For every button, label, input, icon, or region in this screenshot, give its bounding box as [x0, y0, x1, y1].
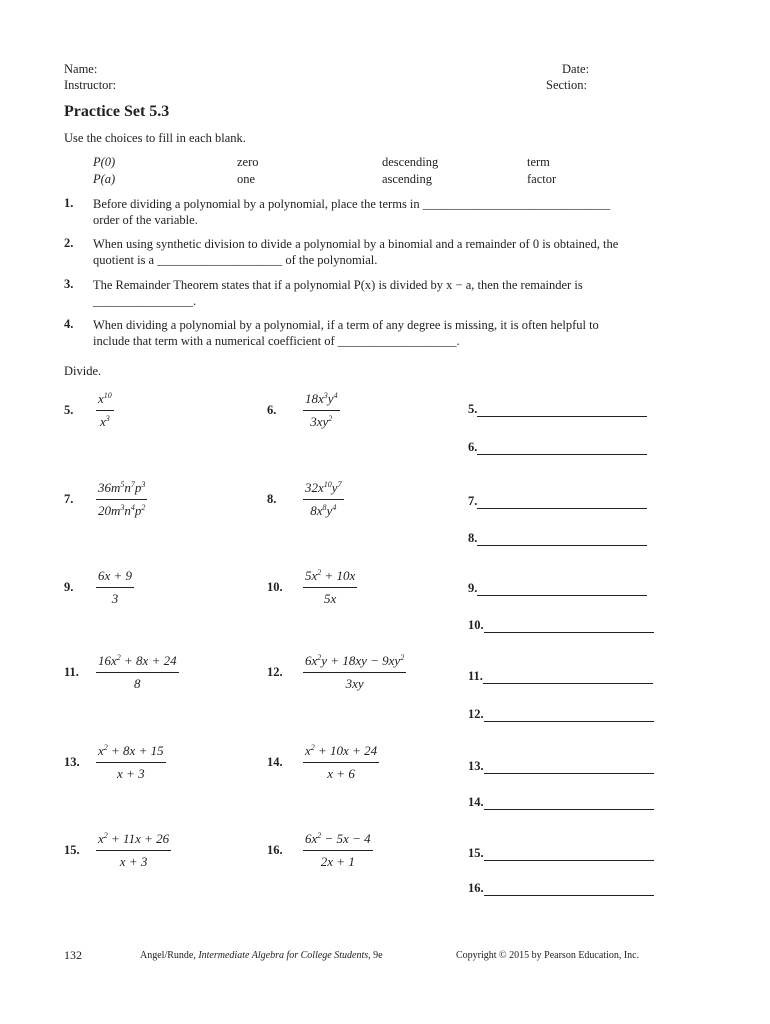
- problem-number: 5.: [64, 403, 74, 417]
- problem-fraction: [303, 480, 344, 519]
- numerator: $6x^2 - 5x - 4$: [303, 831, 373, 851]
- choice-p0: P(0): [93, 155, 116, 169]
- answer-line[interactable]: [477, 496, 647, 509]
- question-text: Before dividing a polynomial by a polynomial, place the terms in ______________________________: [93, 197, 611, 211]
- denominator: $x^3$: [100, 414, 110, 429]
- answer-blank[interactable]: [468, 707, 654, 722]
- problem-number: 8.: [267, 492, 277, 506]
- date-label: Date:: [562, 62, 590, 76]
- numerator: $x^{10}$: [96, 391, 114, 411]
- answer-blank[interactable]: [468, 881, 654, 896]
- problem-fraction: [303, 653, 406, 692]
- answer-label: 11.: [468, 669, 483, 683]
- question-text: include that term with a numerical coefficient of ___________________.: [93, 334, 460, 348]
- answer-blank[interactable]: [468, 618, 654, 633]
- problem-number: 9.: [64, 580, 74, 594]
- answer-label: 8.: [468, 531, 478, 545]
- choice-term: term: [527, 155, 550, 169]
- answer-line[interactable]: [483, 671, 653, 684]
- choice-factor: factor: [527, 172, 557, 186]
- denominator: $3xy^2$: [310, 414, 333, 429]
- answer-line[interactable]: [484, 797, 654, 810]
- numerator: $6x^2y + 18xy - 9xy^2$: [303, 653, 406, 673]
- answer-label: 10.: [468, 618, 484, 632]
- denominator: $8x^8y^4$: [310, 503, 337, 518]
- question-number: 1.: [64, 196, 74, 210]
- question-number: 3.: [64, 277, 74, 291]
- numerator: $5x^2 + 10x$: [303, 568, 357, 588]
- divide-label: Divide.: [64, 364, 102, 378]
- problem-number: 14.: [267, 755, 283, 769]
- answer-blank[interactable]: [468, 581, 647, 596]
- answer-line[interactable]: [484, 709, 654, 722]
- denominator: x + 3: [119, 854, 148, 869]
- book-citation: [140, 950, 383, 961]
- denominator: 2x + 1: [320, 854, 355, 869]
- answer-line[interactable]: [477, 533, 647, 546]
- denominator: 8: [134, 676, 141, 691]
- choice-descending: descending: [382, 155, 439, 169]
- denominator: x + 6: [327, 766, 355, 781]
- denominator: x + 3: [117, 766, 145, 781]
- question-text: When using synthetic division to divide a polynomial by a binomial and a remainder of 0 is obtained, the: [93, 237, 619, 251]
- question-number: 4.: [64, 317, 74, 331]
- choice-pa: P(a): [93, 172, 116, 186]
- choice-ascending: ascending: [382, 172, 432, 186]
- problem-number: 15.: [64, 843, 80, 857]
- section-label: Section:: [546, 78, 587, 92]
- copyright: Copyright © 2015 by Pearson Education, Inc.: [456, 950, 640, 961]
- answer-blank[interactable]: [468, 669, 653, 684]
- answer-line[interactable]: [484, 620, 654, 633]
- answer-line[interactable]: [477, 583, 647, 596]
- problem-number: 12.: [267, 665, 283, 679]
- problem-fraction: [96, 480, 147, 519]
- answer-blank[interactable]: [468, 531, 647, 546]
- answer-label: 16.: [468, 881, 484, 895]
- numerator: $32x^{10}y^7$: [303, 480, 344, 500]
- answer-label: 12.: [468, 707, 484, 721]
- problem-fraction: [303, 831, 373, 870]
- name-label: Name:: [64, 62, 98, 76]
- problem-fraction: [303, 743, 379, 782]
- question-text: The Remainder Theorem states that if a polynomial P(x) is divided by x − a, then the remainder is: [93, 278, 583, 292]
- answer-blank[interactable]: [468, 795, 654, 810]
- edition: , 9e: [368, 950, 383, 961]
- numerator: 6x + 9: [96, 568, 134, 588]
- instructor-label: Instructor:: [64, 78, 117, 92]
- answer-blank[interactable]: [468, 402, 647, 417]
- question-text: When dividing a polynomial by a polynomial, if a term of any degree is missing, it is often helpful to: [93, 318, 599, 332]
- problem-fraction: [96, 831, 171, 870]
- answer-label: 7.: [468, 494, 478, 508]
- problem-number: 13.: [64, 755, 80, 769]
- page-number: 132: [64, 948, 82, 962]
- choice-one: one: [237, 172, 256, 186]
- answer-line[interactable]: [477, 404, 647, 417]
- answer-label: 5.: [468, 402, 478, 416]
- denominator: 3: [111, 591, 119, 606]
- numerator: $18x^3y^4$: [303, 391, 340, 411]
- answer-blank[interactable]: [468, 846, 654, 861]
- numerator: $16x^2 + 8x + 24$: [96, 653, 179, 673]
- problem-fraction: [96, 743, 166, 782]
- answer-line[interactable]: [484, 883, 654, 896]
- numerator: $x^2 + 8x + 15$: [96, 743, 166, 763]
- choice-zero: zero: [237, 155, 259, 169]
- denominator: $20m^3n^4p^2$: [98, 503, 146, 518]
- answer-label: 9.: [468, 581, 478, 595]
- answer-label: 13.: [468, 759, 484, 773]
- problem-fraction: [303, 568, 357, 607]
- book-title: Intermediate Algebra for College Students: [198, 950, 369, 961]
- page-title: Practice Set 5.3: [64, 103, 170, 120]
- authors: Angel/Runde,: [140, 950, 199, 961]
- question-text: order of the variable.: [93, 213, 198, 227]
- answer-label: 15.: [468, 846, 484, 860]
- question-number: 2.: [64, 236, 74, 250]
- numerator: $x^2 + 10x + 24$: [303, 743, 379, 763]
- problem-number: 6.: [267, 403, 277, 417]
- answer-blank[interactable]: [468, 759, 654, 774]
- problem-fraction: [96, 653, 179, 692]
- answer-label: 14.: [468, 795, 484, 809]
- answer-blank[interactable]: [468, 440, 647, 455]
- question-text: ________________.: [93, 294, 197, 308]
- instructions: Use the choices to fill in each blank.: [64, 131, 246, 145]
- problem-number: 16.: [267, 843, 283, 857]
- problem-number: 10.: [267, 580, 283, 594]
- problem-fraction: [303, 391, 340, 430]
- denominator: 3xy: [345, 676, 364, 691]
- problem-number: 7.: [64, 492, 74, 506]
- question-text: quotient is a ____________________ of the polynomial.: [93, 253, 378, 267]
- answer-line[interactable]: [477, 442, 647, 455]
- answer-label: 6.: [468, 440, 478, 454]
- numerator: $36m^5n^7p^3$: [96, 480, 147, 500]
- answer-line[interactable]: [484, 761, 654, 774]
- answer-blank[interactable]: [468, 494, 647, 509]
- problem-fraction: [96, 391, 114, 430]
- problem-fraction: [96, 568, 134, 607]
- answer-line[interactable]: [484, 848, 654, 861]
- denominator: 5x: [324, 591, 337, 606]
- numerator: $x^2 + 11x + 26$: [96, 831, 171, 851]
- problem-number: 11.: [64, 665, 79, 679]
